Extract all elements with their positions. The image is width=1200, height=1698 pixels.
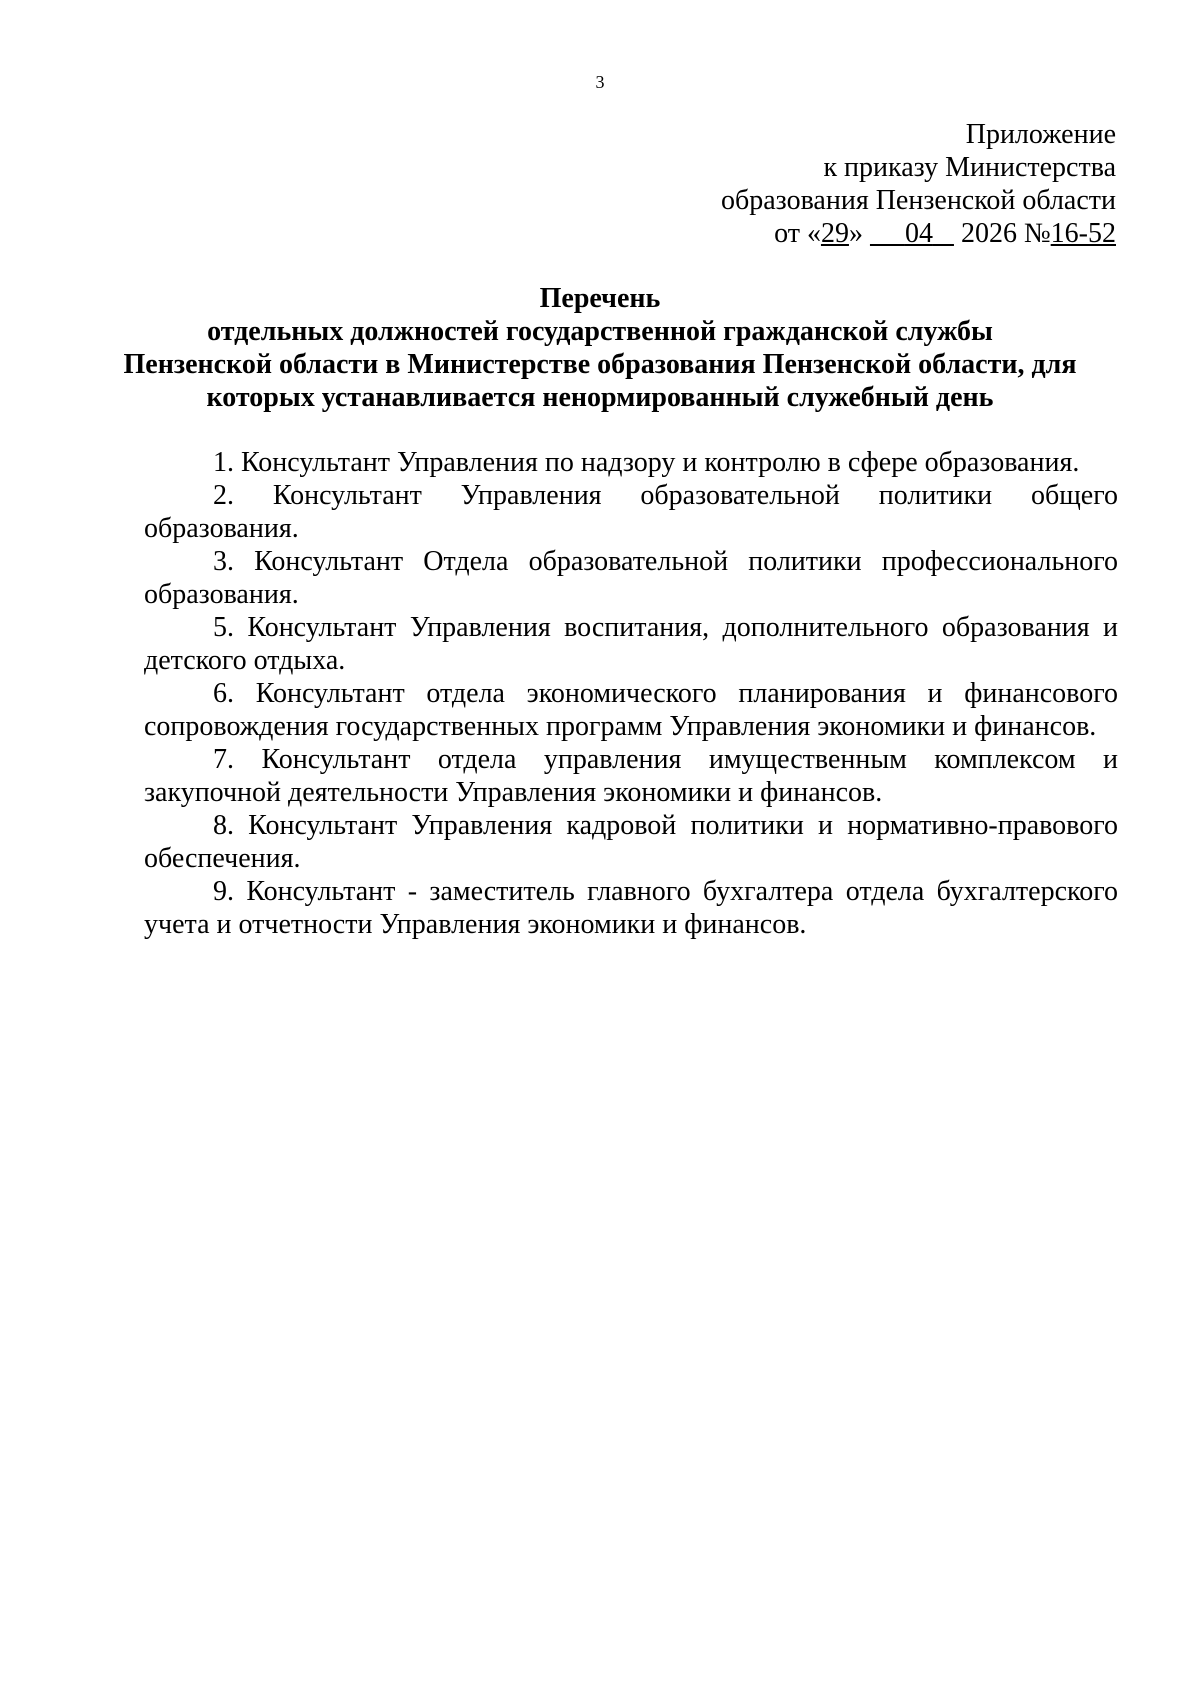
appendix-ministry: образования Пензенской области (721, 185, 1116, 216)
positions-list (144, 446, 1118, 941)
appendix-date-line (721, 217, 1116, 250)
date-month: 04 (904, 218, 933, 249)
date-year: 2026 (960, 218, 1017, 249)
title-line-2: отдельных должностей государственной гражданской службы (207, 316, 993, 347)
date-day: 29 (820, 218, 849, 249)
list-item: 2. Консультант Управления образовательной политики общего образования. (144, 480, 1118, 544)
list-item: 1. Консультант Управления по надзору и контролю в сфере образования. (213, 447, 1080, 478)
list-item: 5. Консультант Управления воспитания, дополнительного образования и детского отдыха. (144, 612, 1118, 676)
title-line-1: Перечень (539, 283, 661, 314)
list-item: 3. Консультант Отдела образовательной политики профессионального образования. (144, 546, 1118, 610)
appendix-header (721, 118, 1116, 250)
title-line-4: которых устанавливается ненормированный служебный день (206, 382, 994, 413)
order-number: 16-52 (1050, 218, 1116, 249)
number-sign: № (1023, 218, 1051, 249)
document-title (100, 282, 1100, 414)
date-prefix: от « (774, 218, 821, 249)
appendix-title: Приложение (965, 119, 1116, 150)
list-item: 8. Консультант Управления кадровой политики и нормативно-правового обеспечения. (144, 810, 1118, 874)
list-item: 6. Консультант отдела экономического планирования и финансового сопровождения государственных программ Управления экономики и финансов. (144, 678, 1118, 742)
list-item: 9. Консультант - заместитель главного бухгалтера отдела бухгалтерского учета и отчетности Управления экономики и финансов. (144, 876, 1118, 940)
appendix-order-ref: к приказу Министерства (823, 152, 1116, 183)
date-month-field (870, 217, 954, 250)
page-number: 3 (595, 72, 605, 92)
date-day-close: » (848, 218, 863, 249)
list-item: 7. Консультант отдела управления имущественным комплексом и закупочной деятельности Управления экономики и финансов. (144, 744, 1118, 808)
title-line-3: Пензенской области в Министерстве образования Пензенской области, для (123, 349, 1077, 380)
